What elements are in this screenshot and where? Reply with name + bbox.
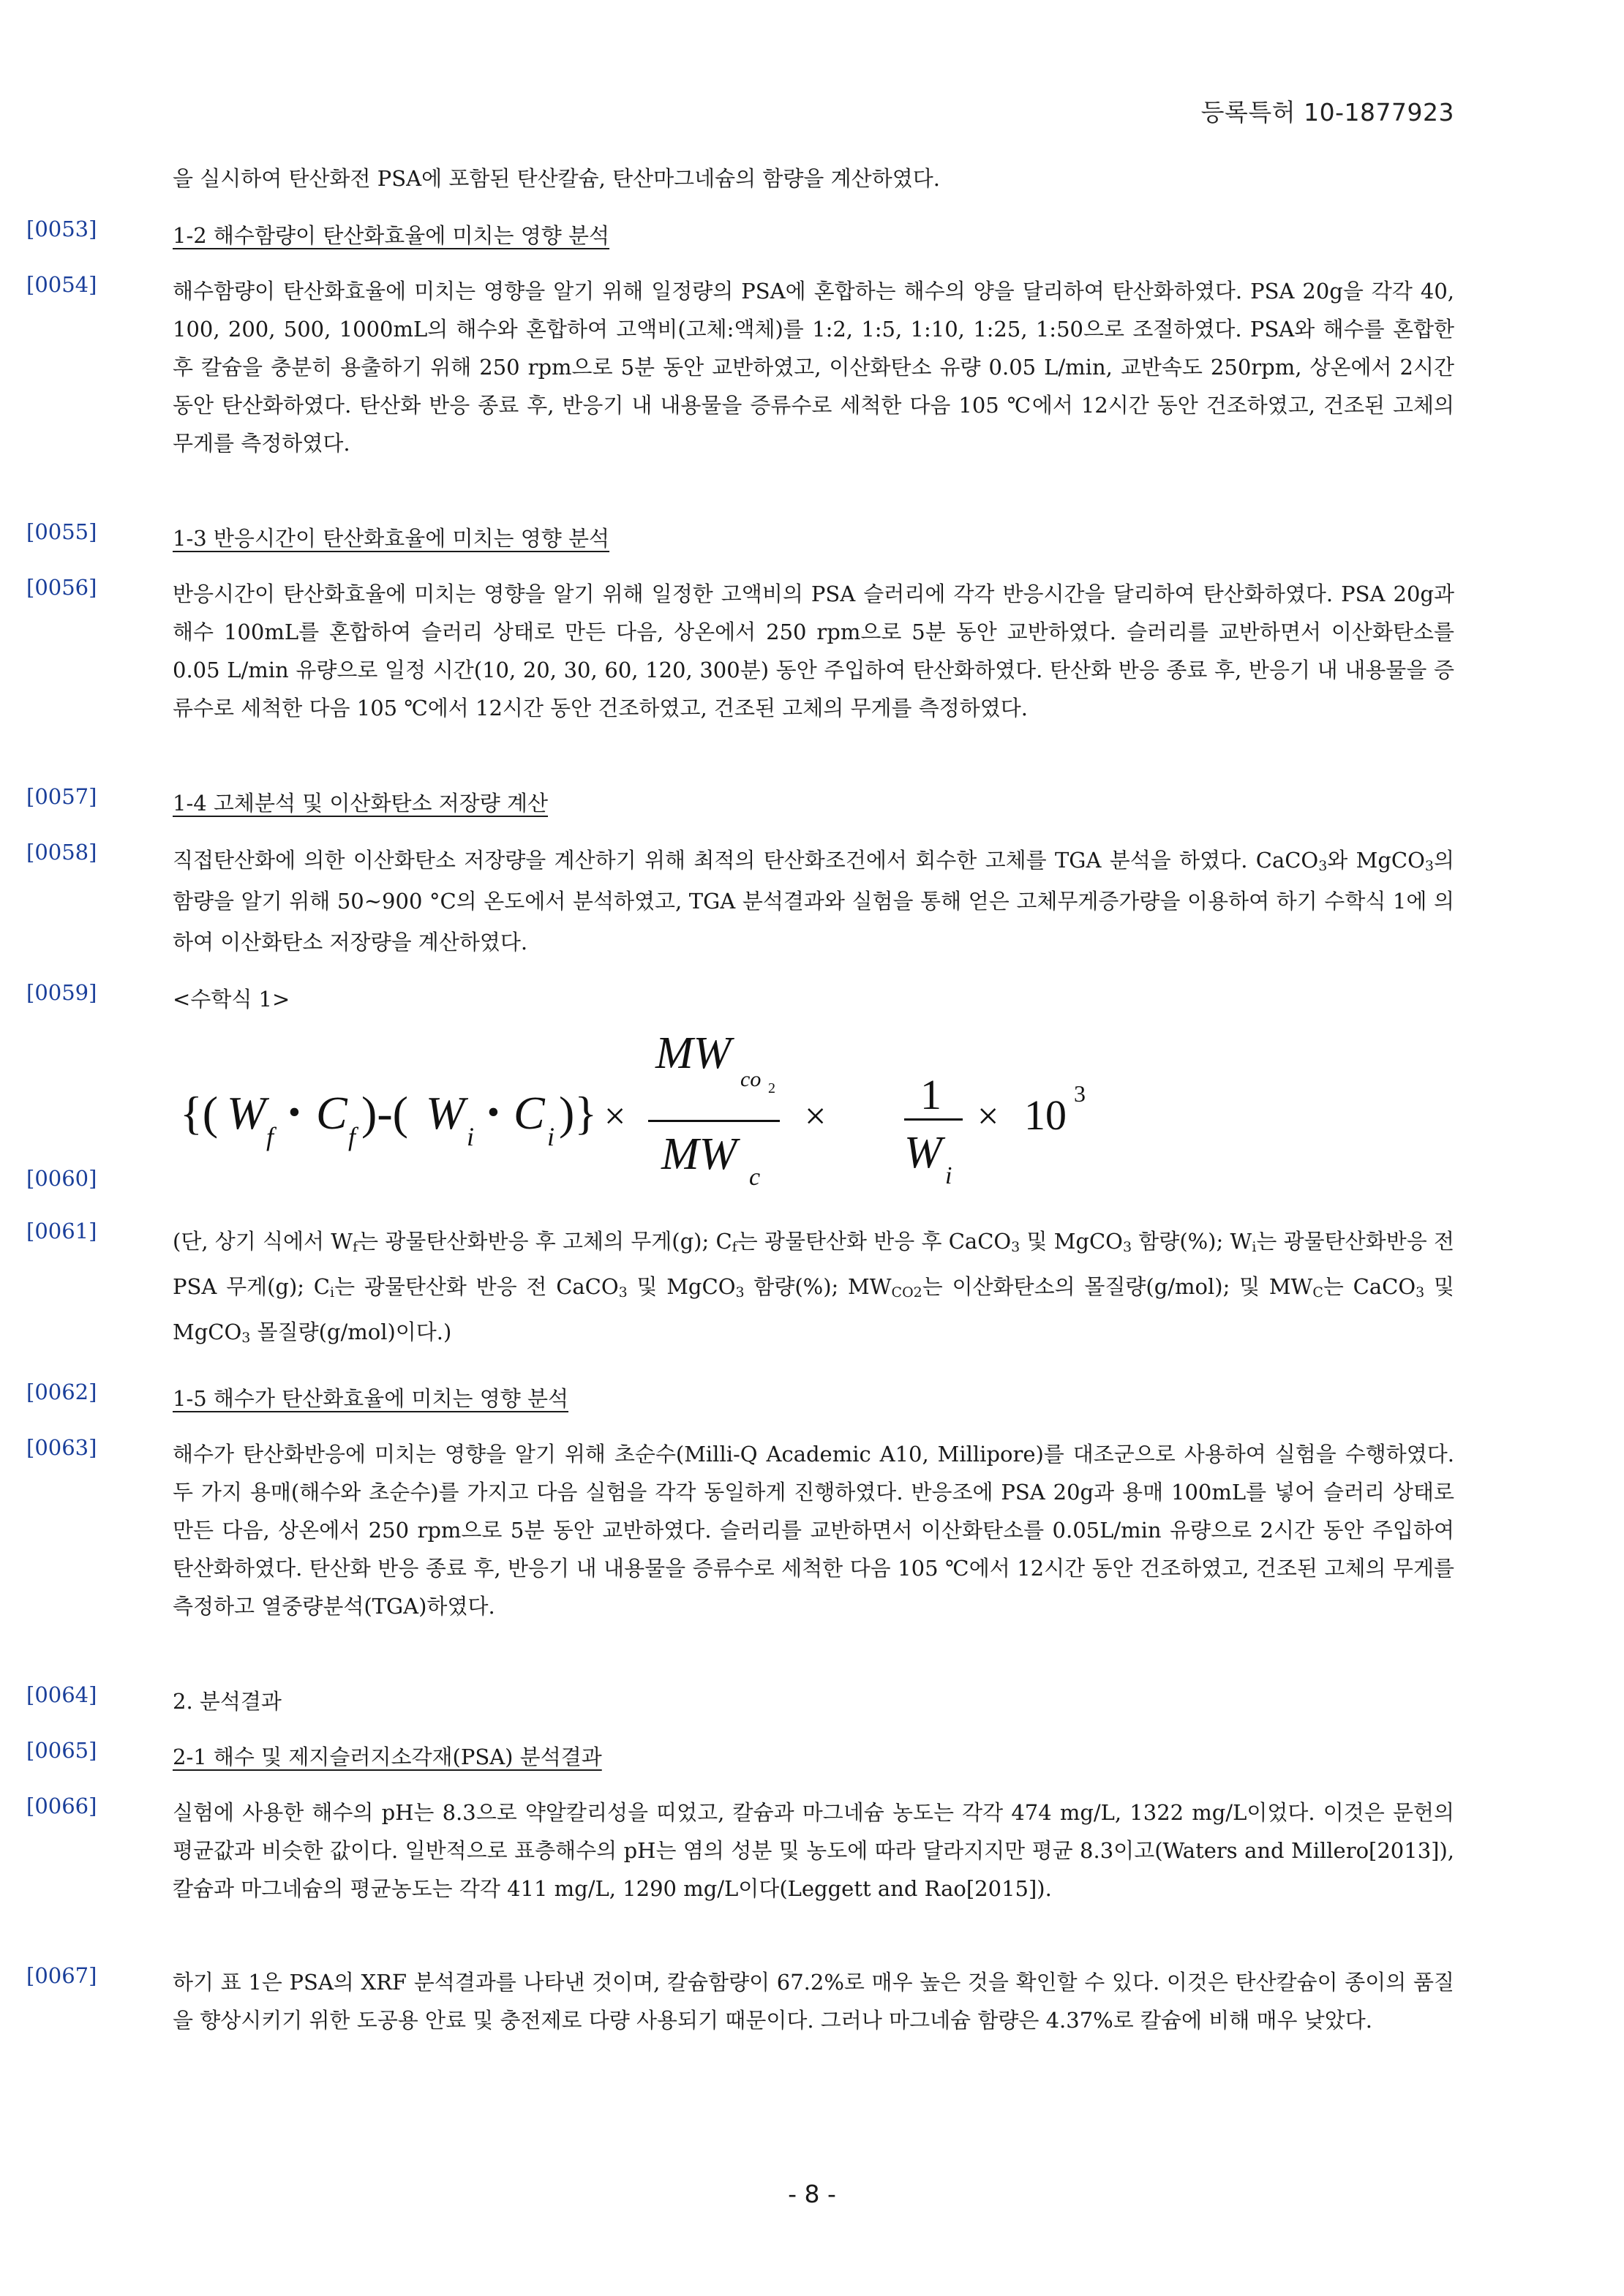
paragraph-number: [0055] [26,519,97,544]
section-heading-2-1: 2-1 해수 및 제지슬러지소각재(PSA) 분석결과 [173,1744,602,1769]
paragraph-0067: 하기 표 1은 PSA의 XRF 분석결과를 나타낸 것이며, 칼슘함량이 67.2%로 매우 높은 것을 확인할 수 있다. 이것은 탄산칼슘이 종이의 품질을 향상시키기 위한 도공용 안료 및 충전제로 다량 사용되기 때문이다. 그러나 마그네슘 함량은 4.37%로 칼슘에 비해 매우 낮았다. [173,1970,1454,2033]
equation-1: {( W f • C f )-( W i • C i )} × MW co 2 MW c × 1 W i × 10 3 [180,1028,1086,1191]
paragraph-0066: 실험에 사용한 해수의 pH는 8.3으로 약알칼리성을 띠었고, 칼슘과 마그네슘 농도는 각각 474 mg/L, 1322 mg/L이었다. 이것은 문헌의 평균값과 비슷한 값이다. 일반적으로 표층해수의 pH는 염의 성분 및 농도에 따라 달라지지만 평균 8.3이고(Waters and Millero[2013]), 칼슘과 마그네슘의 평균농도는 각각 411 mg/L, 1290 mg/L이다(Leggett and Rao[2015]). [173,1800,1454,1901]
paragraph-continuation: 을 실시하여 탄산화전 PSA에 포함된 탄산칼슘, 탄산마그네슘의 함량을 계산하였다. [173,166,940,191]
section-heading-1-2: 1-2 해수함량이 탄산화효율에 미치는 영향 분석 [173,223,610,248]
paragraph-number: [0053] [26,217,97,241]
paragraph-number: [0059] [26,980,97,1005]
paragraph-number: [0065] [26,1738,97,1763]
section-heading-1-4: 1-4 고체분석 및 이산화탄소 저장량 계산 [173,791,549,816]
page-number: - 8 - [788,2180,836,2208]
section-heading-2: 2. 분석결과 [173,1689,282,1714]
equation-label: <수학식 1> [173,987,290,1012]
paragraph-number: [0054] [26,272,97,297]
paragraph-number: [0061] [26,1219,97,1243]
paragraph-0063: 해수가 탄산화반응에 미치는 영향을 알기 위해 초순수(Milli-Q Academic A10, Millipore)를 대조군으로 사용하여 실험을 수행하였다. 두 가지 용매(해수와 초순수)를 가지고 다음 실험을 각각 동일하게 진행하였다. 반응조에 PSA 20g과 용매 100mL를 넣어 슬러리 상태로 만든 다음, 상온에서 250 rpm으로 5분 동안 교반하였다. 슬러리를 교반하면서 이산화탄소를 0.05L/min 유량으로 2시간 동안 주입하여 탄산화하였다. 탄산화 반응 종료 후, 반응기 내 내용물을 증류수로 세척한 다음 105 ℃에서 12시간 동안 건조하였고, 건조된 고체의 무게를 측정하고 열중량분석(TGA)하였다. [173,1442,1454,1619]
paragraph-number: [0056] [26,575,97,600]
paragraph-number: [0063] [26,1435,97,1460]
paragraph-number: [0064] [26,1682,97,1707]
paragraph-0061: (단, 상기 식에서 $W_f$는 광물탄산화반응 후 고체의 무게(g); $C_f$는 광물탄산화 반응 후 CaCO$_3$ 및 MgCO$_3$ 함량(%); $W_i$는 광물탄산화반응 전 PSA 무게(g); $C_i$는 광물탄산화 반응 전 CaCO$_3$ 및 MgCO$_3$ 함량(%); $MW_{CO2}$는 이산화탄소의 몰질량(g/mol); 및 $MW_C$는 CaCO$_3$ 및 MgCO$_3$ 몰질량(g/mol)이다.) [173,1229,1454,1346]
paragraph-0054: 해수함량이 탄산화효율에 미치는 영향을 알기 위해 일정량의 PSA에 혼합하는 해수의 양을 달리하여 탄산화하였다. PSA 20g을 각각 40, 100, 200, 500, 1000mL의 해수와 혼합하여 고액비(고체:액체)를 1:2, 1:5, 1:10, 1:25, 1:50으로 조절하였다. PSA와 해수를 혼합한 후 칼슘을 충분히 용출하기 위해 250 rpm으로 5분 동안 교반하였고, 이산화탄소 유량 0.05 L/min, 교반속도 250rpm, 상온에서 2시간 동안 탄산화하였다. 탄산화 반응 종료 후, 반응기 내 내용물을 증류수로 세척한 다음 105 ℃에서 12시간 동안 건조하였고, 건조된 고체의 무게를 측정하였다. [173,279,1454,456]
paragraph-number: [0060] [26,1166,97,1191]
paragraph-0058: 직접탄산화에 의한 이산화탄소 저장량을 계산하기 위해 최적의 탄산화조건에서 회수한 고체를 TGA 분석을 하였다. CaCO$_3$와 MgCO$_3$의 함량을 알기 위해 50~900 °C의 온도에서 분석하였고, TGA 분석결과와 실험을 통해 얻은 고체무게증가량을 이용하여 하기 수학식 1에 의하여 이산화탄소 저장량을 계산하였다. [173,848,1454,955]
paragraph-number: [0062] [26,1380,97,1404]
section-heading-1-3: 1-3 반응시간이 탄산화효율에 미치는 영향 분석 [173,526,610,551]
paragraph-0056: 반응시간이 탄산화효율에 미치는 영향을 알기 위해 일정한 고액비의 PSA 슬러리에 각각 반응시간을 달리하여 탄산화하였다. PSA 20g과 해수 100mL를 혼합하여 슬러리 상태로 만든 다음, 상온에서 250 rpm으로 5분 동안 교반하였다. 슬러리를 교반하면서 이산화탄소를 0.05 L/min 유량으로 일정 시간(10, 20, 30, 60, 120, 300분) 동안 주입하여 탄산화하였다. 탄산화 반응 종료 후, 반응기 내 내용물을 증류수로 세척한 다음 105 ℃에서 12시간 동안 건조하였고, 건조된 고체의 무게를 측정하였다. [173,581,1454,720]
paragraph-number: [0058] [26,840,97,865]
section-heading-1-5: 1-5 해수가 탄산화효율에 미치는 영향 분석 [173,1386,569,1411]
paragraph-number: [0066] [26,1793,97,1818]
patent-number-header: 등록특허 10-1877923 [1200,98,1454,127]
paragraph-number: [0067] [26,1963,97,1988]
paragraph-number: [0057] [26,784,97,809]
